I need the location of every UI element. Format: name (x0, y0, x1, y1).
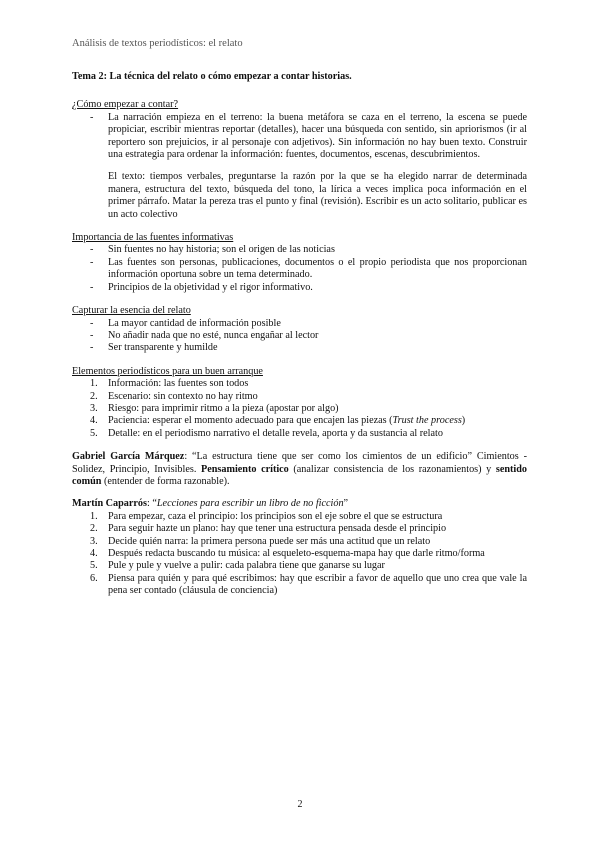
document-title: Tema 2: La técnica del relato o cómo empezar a contar historias. (72, 71, 352, 82)
numbered-list-caparros (72, 511, 527, 598)
list-item: Pule y pule y vuelve a pulir: cada palabra tiene que ganarse su lugar (108, 560, 385, 572)
item-text: Paciencia: esperar el momento adecuado para que encajen las piezas ( (108, 415, 393, 427)
quote-text: : “La estructura tiene que ser como los cimientos de un edificio” Cimientos - Solidez, Principio, Invisibles. (72, 451, 527, 475)
list-item: Información: las fuentes son todos (108, 378, 249, 390)
author-name: Gabriel García Márquez (72, 451, 185, 463)
bullet-list-como-empezar (72, 112, 527, 221)
heading-text: ” (343, 498, 349, 510)
garcia-marquez-paragraph (72, 451, 527, 488)
author-name: Martín Caparrós (72, 498, 147, 510)
bullet-list-fuentes (72, 244, 527, 294)
page-number: 2 (297, 799, 303, 810)
running-header: Análisis de textos periodísticos: el relato (72, 38, 243, 49)
list-item: - No añadir nada que no esté, nunca engañar al lector (72, 330, 527, 342)
list-item: Piensa para quién y para qué escribimos: hay que escribir a favor de aquello que uno crea que vale la pena ser contado (cláusula de conciencia) (108, 572, 527, 597)
list-item: - La mayor cantidad de información posible (72, 318, 527, 330)
list-item: Después redacta buscando tu música: al esqueleto-esquema-mapa hay que darle ritmo/forma (108, 548, 485, 559)
heading-text: : “ (146, 498, 157, 510)
caparros-heading (72, 498, 527, 510)
list-item (72, 415, 527, 427)
list-item: Riesgo: para imprimir ritmo a la pieza (apostar por algo) (108, 402, 339, 414)
item-text: ) (461, 415, 466, 427)
section-heading-como-empezar: ¿Cómo empezar a contar? (72, 99, 179, 111)
section-heading-fuentes: Importancia de las fuentes informativas (72, 232, 234, 244)
list-item: Detalle: en el periodismo narrativo el detalle revela, aporta y da sustancia al relato (108, 427, 443, 439)
list-item: Para seguir hazte un plano: hay que tener una estructura pensada desde el principio (108, 523, 447, 535)
list-item-text: La narración empieza en el terreno: la buena metáfora se caza en el terreno, la escena se puede propiciar, escribir mientras reportar (detalles), hacer una búsqueda con sentido, sin apriorismos (ir al reportero son prejuicios, ir al personaje con adjetivos). Sin información no hay buen texto. Construir una estrategia para ordenar la información: fuentes, documentos, escenas, descubrimientos. (108, 111, 527, 161)
key-term: sentido común (72, 463, 527, 487)
list-item: Decide quién narra: la primera persona puede ser más una actitud que un relato (108, 535, 431, 547)
document-body (72, 71, 527, 609)
item-italic-text: Trust the process (392, 415, 462, 427)
list-item (72, 112, 527, 221)
list-item: - Sin fuentes no hay historia; son el origen de las noticias (72, 244, 527, 256)
book-title: Lecciones para escribir un libro de no ficción (156, 498, 344, 510)
list-item: - Las fuentes son personas, publicaciones, documentos o el propio periodista que nos proporcionan información oportuna sobre un tema determinado. (72, 257, 527, 282)
section-heading-elementos: Elementos periodísticos para un buen arranque (72, 365, 263, 377)
numbered-list-elementos (72, 378, 527, 440)
key-term: Pensamiento crítico (201, 463, 289, 475)
section-heading-esencia: Capturar la esencia del relato (72, 305, 191, 317)
sub-paragraph: El texto: tiempos verbales, preguntarse la razón por la que se ha elegido narrar de determinada manera, estructura del texto, búsqueda del tono, la lírica a veces implica poca información en el primer párrafo. Matar la pereza tras el punto y final (revisión). Escribir es un acto solitario, publicar es un acto colectivo (108, 171, 527, 220)
list-item: - Principios de la objetividad y el rigor informativo. (72, 282, 527, 294)
bullet-list-esencia (72, 318, 527, 355)
list-item: Para empezar, caza el principio: los principios son el eje sobre el que se estructura (108, 510, 443, 522)
list-item: Escenario: sin contexto no hay ritmo (108, 390, 258, 402)
paragraph-text: (entender de forma razonable). (101, 475, 230, 487)
list-item: - Ser transparente y humilde (72, 342, 527, 354)
paragraph-text: (analizar consistencia de los razonamientos) y (288, 463, 492, 475)
